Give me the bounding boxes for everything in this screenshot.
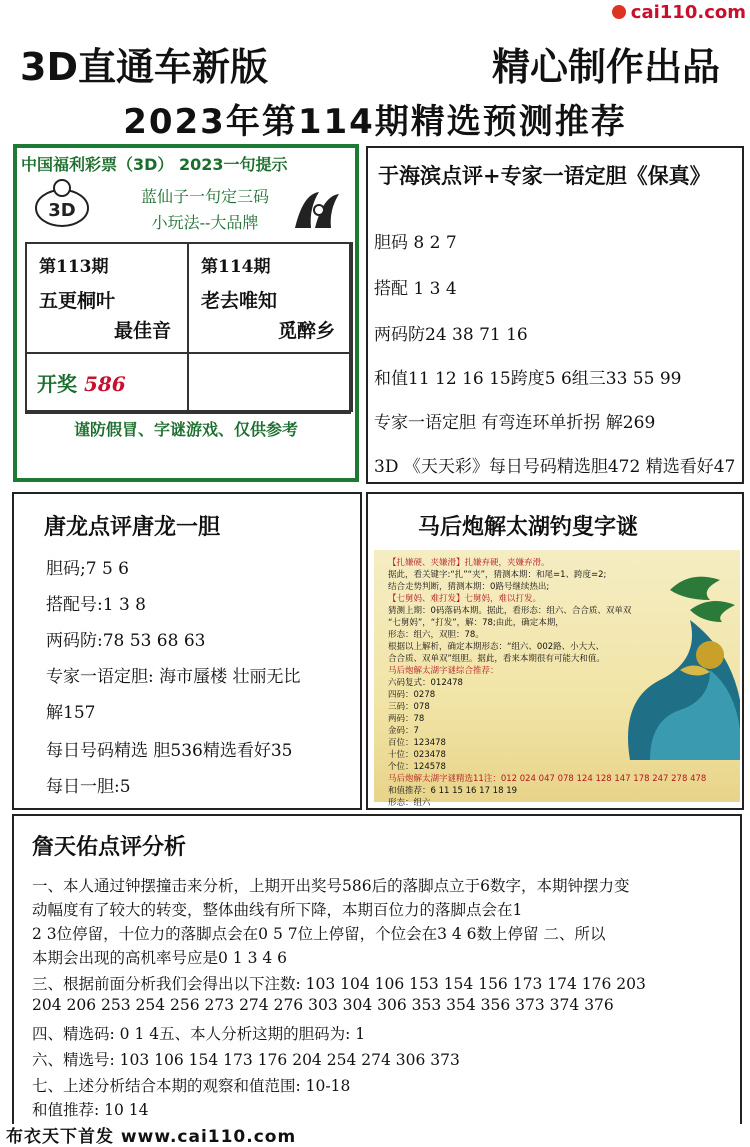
header-left-title: 3D直通车新版 [20, 45, 268, 89]
tang-long-panel [12, 492, 362, 810]
tang-line: 解157 [46, 703, 96, 723]
zhan-line: 一、本人通过钟摆撞击来分析，上期开出奖号586后的落脚点立于6数字，本期钟摆力变 [32, 877, 630, 895]
page-subtitle: 2023年第114期精选预测推荐 [123, 102, 627, 142]
zhan-line: 本期会出现的高机率号应是0 1 3 4 6 [32, 949, 288, 967]
draw-result-cell: 开奖 586 [25, 352, 189, 412]
zhan-line: 三、根据前面分析我们会得出以下注数: 103 104 106 153 154 156 173 174 176 203 [32, 975, 646, 993]
tang-line: 搭配号:1 3 8 [46, 595, 146, 615]
welfare-lottery-logo-icon [289, 188, 343, 232]
hint-warning: 谨防假冒、字谜游戏、仅供参考 [73, 420, 298, 439]
zhan-line: 2 3位停留，十位力的落脚点会在0 5 7位上停留，个位会在3 4 6数上停留 二、所以 [32, 925, 606, 943]
hint-line2: 小玩法--大品牌 [151, 213, 259, 232]
zhan-tianyou-panel [12, 814, 742, 1124]
lottery-hint-panel [13, 144, 359, 482]
tang-line: 胆码;7 5 6 [46, 559, 129, 579]
footer-source: 布衣天下首发 www.cai110.com [6, 1127, 297, 1147]
yu-panel-title: 于海滨点评+专家一语定胆《保真》 [378, 163, 711, 188]
tang-line: 每日号码精选 胆536精选看好35 [46, 741, 293, 761]
period-114-cell: 第114期 老去唯知 觅醉乡 [187, 242, 353, 354]
3d-logo-icon [33, 178, 91, 230]
hint-line1: 蓝仙子一句定三码 [140, 187, 269, 206]
yu-line: 两码防24 38 71 16 [374, 325, 528, 345]
mahoupao-panel [366, 492, 744, 810]
mahoupao-title: 马后炮解太湖钓叟字谜 [418, 514, 639, 540]
main-header [14, 32, 734, 90]
zhan-line: 和值推荐: 10 14 [32, 1101, 149, 1119]
period-113-cell: 第113期 五更桐叶 最佳音 [25, 242, 189, 354]
zhan-line: 204 206 253 254 256 273 274 276 303 304 306 353 354 356 373 374 376 [32, 996, 614, 1014]
zhan-line: 六、精选号: 103 106 154 173 176 204 254 274 306 373 [32, 1051, 460, 1069]
tang-line: 每日一胆:5 [46, 777, 131, 797]
yu-haibin-panel [366, 146, 744, 484]
zhan-panel-title: 詹天佑点评分析 [32, 834, 187, 860]
tang-panel-title: 唐龙点评唐龙一胆 [44, 514, 221, 540]
wave-pine-art-icon [610, 560, 740, 760]
yu-line: 搭配 1 3 4 [374, 279, 457, 299]
zhan-line: 四、精选码: 0 1 4五、本人分析这期的胆码为: 1 [32, 1025, 366, 1043]
yu-line: 胆码 8 2 7 [374, 233, 457, 253]
puzzle-art-area: 【扎嫌硬、夹嫌滑】扎嫌弃硬，夹嫌弃滑。 据此，看关键字:“扎”“夹”，猜测本期：和尾=1、跨度=2; 结合走势判断，猜测本期：0路号继续热出; 【七舅妈、难打发】七舅妈，难以打发。 猜测上期：0码落码本期。据此，看形态：组六、合合质、双单双 “七舅妈”，“打发”，解：78;由此，确定本期， 形态：组六，双胆：78。 根据以上解析，确定本期形态：“组六、002路、小大大、 合合质、双单双”组胆。据此，看来本期很有可能大和值。 马后炮解太湖字谜综合推荐： 六码复式：012478 四码：0278 三码：078 两码：78 金码：7 百位：123478 十位：023478 个位：124578 马后炮解太湖字谜精选11注：012 024 047 078 124 128 147 178 247 278 478 和值推荐：6 11 15 16 17 18 19 形态：组六 [374, 550, 740, 802]
yu-line: 和值11 12 16 15跨度5 6组三33 55 99 [374, 369, 682, 389]
site-watermark: cai110.com [606, 0, 750, 26]
ball-icon [612, 5, 626, 19]
zhan-line: 动幅度有了较大的转变，整体曲线有所下降，本期百位力的落脚点会在1 [32, 901, 523, 919]
badge-3d-text: 3D [48, 200, 76, 221]
header-right-title: 精心制作出品 [491, 45, 720, 89]
hint-panel-title: 中国福利彩票（3D） 2023一句提示 [21, 155, 288, 174]
tang-line: 专家一语定胆: 海市蜃楼 壮丽无比 [46, 667, 301, 687]
zhan-line: 七、上述分析结合本期的观察和值范围: 10-18 [32, 1077, 351, 1095]
period-grid [25, 242, 351, 414]
yu-line: 3D 《天天彩》每日号码精选胆472 精选看好47 [374, 457, 736, 477]
yu-line: 专家一语定胆 有弯连环单折拐 解269 [374, 413, 656, 433]
empty-cell [187, 352, 353, 412]
draw-number: 586 [83, 372, 126, 396]
tang-line: 两码防:78 53 68 63 [46, 631, 206, 651]
